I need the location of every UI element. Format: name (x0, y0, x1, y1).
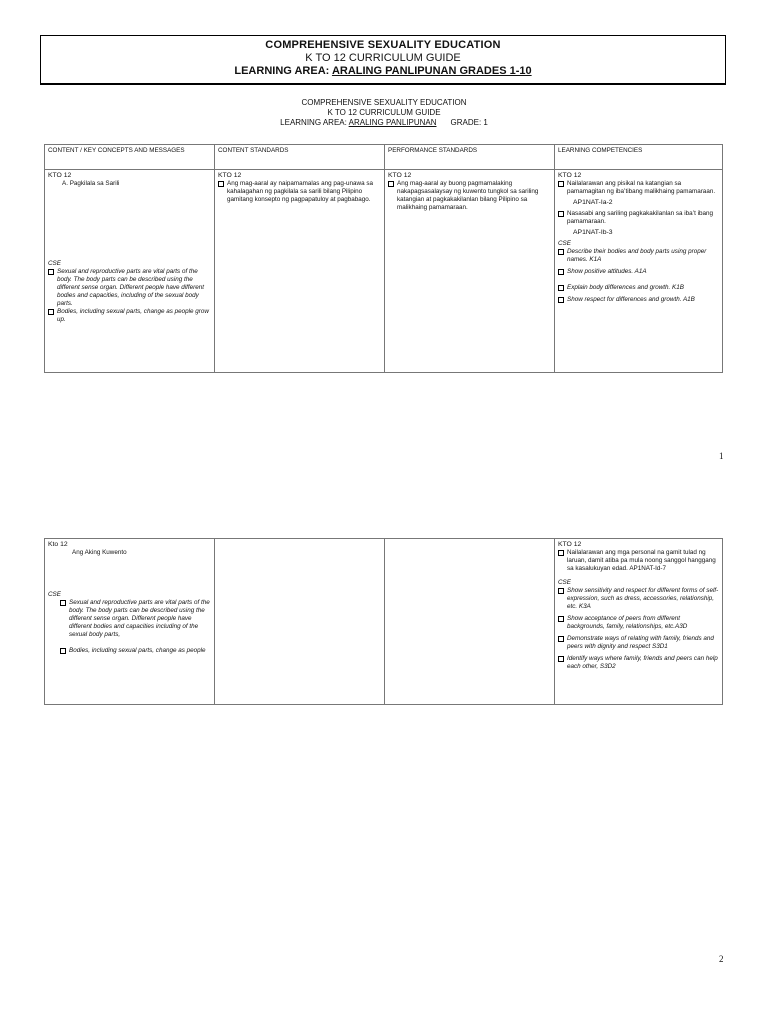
column-header-learning-competencies: LEARNING COMPETENCIES (555, 145, 723, 170)
kto12-label: KTO 12 (388, 172, 412, 179)
checkbox-icon (218, 181, 224, 187)
kto12-label: Kto 12 (48, 541, 68, 548)
cse-label: CSE (558, 579, 571, 586)
curriculum-table-2 (44, 538, 723, 705)
checkbox-icon (558, 636, 564, 642)
kto12-label: KTO 12 (558, 541, 582, 548)
checkbox-icon (558, 269, 564, 275)
sub-header-learning-area: ARALING PANLIPUNAN (348, 118, 437, 127)
column-header-performance-standards: PERFORMANCE STANDARDS (385, 145, 555, 170)
checkbox-icon (558, 297, 564, 303)
content-standards-cell (215, 170, 385, 373)
list-item: Identify ways where family, friends and peers can help each other, S3D2 (558, 655, 719, 671)
checkbox-icon (48, 309, 54, 315)
table-row (45, 539, 723, 705)
column-header-content: CONTENT / KEY CONCEPTS AND MESSAGES (45, 145, 215, 170)
page-number: 2 (719, 954, 724, 964)
checkbox-icon (558, 550, 564, 556)
section-sub-header (0, 98, 768, 128)
competency-code: AP1NAT-Ib-3 (573, 229, 613, 236)
list-item: Explain body differences and growth. K1B (558, 284, 719, 292)
list-item: Sexual and reproductive parts are vital parts of the body. The body parts can be described using the different sense organ. Different people have different bodies and capacities including of the sexual body parts, (60, 599, 211, 639)
doc-title-line3-prefix: LEARNING AREA: (234, 65, 332, 77)
performance-standards-cell (385, 539, 555, 705)
checkbox-icon (558, 211, 564, 217)
column-header-content-standards: CONTENT STANDARDS (215, 145, 385, 170)
sub-header-grade: GRADE: 1 (450, 118, 488, 127)
competency-code: AP1NAT-Ia-2 (573, 199, 613, 206)
list-item: Show respect for differences and growth. A1B (558, 296, 719, 304)
content-cell (45, 170, 215, 373)
checkbox-icon (558, 249, 564, 255)
sub-header-prefix: LEARNING AREA: (280, 118, 349, 127)
table-header-row (45, 145, 723, 170)
list-item: Bodies, including sexual parts, change as people grow up. (48, 308, 211, 324)
list-item: Nailalarawan ang pisikal na katangian sa pamamagitan ng iba’tibang malikhaing pamamaraan. (558, 180, 719, 196)
page-number: 1 (719, 451, 724, 461)
list-item: Show acceptance of peers from different backgrounds, family, relationships, etc.A3D (558, 615, 719, 631)
cse-label: CSE (48, 260, 61, 267)
performance-standards-cell (385, 170, 555, 373)
list-item: Bodies, including sexual parts, change as people (60, 647, 211, 655)
sub-header-line1: COMPREHENSIVE SEXUALITY EDUCATION (301, 98, 467, 107)
content-cell (45, 539, 215, 705)
sub-header-line3 (0, 118, 768, 128)
kto12-label: KTO 12 (218, 172, 242, 179)
kto12-label: KTO 12 (48, 172, 72, 179)
list-item: Describe their bodies and body parts using proper names. K1A (558, 248, 719, 264)
checkbox-icon (558, 588, 564, 594)
kto12-label: KTO 12 (558, 172, 582, 179)
list-item: Demonstrate ways of relating with family, friends and peers with dignity and respect S3D1 (558, 635, 719, 651)
checkbox-icon (558, 181, 564, 187)
table-row (45, 170, 723, 373)
checkbox-icon (388, 181, 394, 187)
doc-title-line1: COMPREHENSIVE SEXUALITY EDUCATION (265, 39, 501, 51)
checkbox-icon (558, 656, 564, 662)
list-item: Nailalarawan ang mga personal na gamit tulad ng laruan, damit atiba pa mula noong sanggol hanggang sa kasalukuyan edad. AP1NAT-Id-7 (558, 549, 719, 573)
cse-label: CSE (48, 591, 61, 598)
list-item: Ang mag-aaral ay naipamamalas ang pag-unawa sa kahalagahan ng pagkilala sa sarili bilang Pilipino gamitang konsepto ng pagpapatuloy at pagbabago. (218, 180, 381, 204)
checkbox-icon (60, 600, 66, 606)
curriculum-table-1 (44, 144, 723, 373)
content-standards-cell (215, 539, 385, 705)
learning-competencies-cell (555, 170, 723, 373)
sub-header-line2: K TO 12 CURRICULUM GUIDE (327, 108, 441, 117)
list-item: Show sensitivity and respect for different forms of self- expression, such as dress, accessories, relationship, etc. K3A (558, 587, 719, 611)
list-item: Nasasabi ang sariling pagkakakilanlan sa iba’t ibang pamamaraan. (558, 210, 719, 226)
checkbox-icon (60, 648, 66, 654)
checkbox-icon (558, 616, 564, 622)
list-item: Sexual and reproductive parts are vital parts of the body. The body parts can be described using the different sense organ. Different people have different bodies and capacities, including of the sexual body parts. (48, 268, 211, 308)
doc-title-learning-area: ARALING PANLIPUNAN GRADES 1-10 (331, 65, 532, 77)
document-title-box (40, 35, 726, 85)
cse-label: CSE (558, 240, 571, 247)
list-item: Show positive attitudes. A1A (558, 268, 719, 276)
doc-title-line2: K TO 12 CURRICULUM GUIDE (305, 52, 461, 64)
topic-title: A. Pagkilala sa Sarili (62, 180, 120, 187)
list-item: Ang mag-aaral ay buong pagmamalaking nakapagsasalaysay ng kuwento tungkol sa sariling katangian at pagkakakilanlan bilang Pilipino sa malikhaing pamamaraan. (388, 180, 551, 212)
topic-title: Ang Aking Kuwento (72, 549, 127, 556)
doc-title-line3 (41, 65, 725, 77)
checkbox-icon (558, 285, 564, 291)
checkbox-icon (48, 269, 54, 275)
learning-competencies-cell (555, 539, 723, 705)
